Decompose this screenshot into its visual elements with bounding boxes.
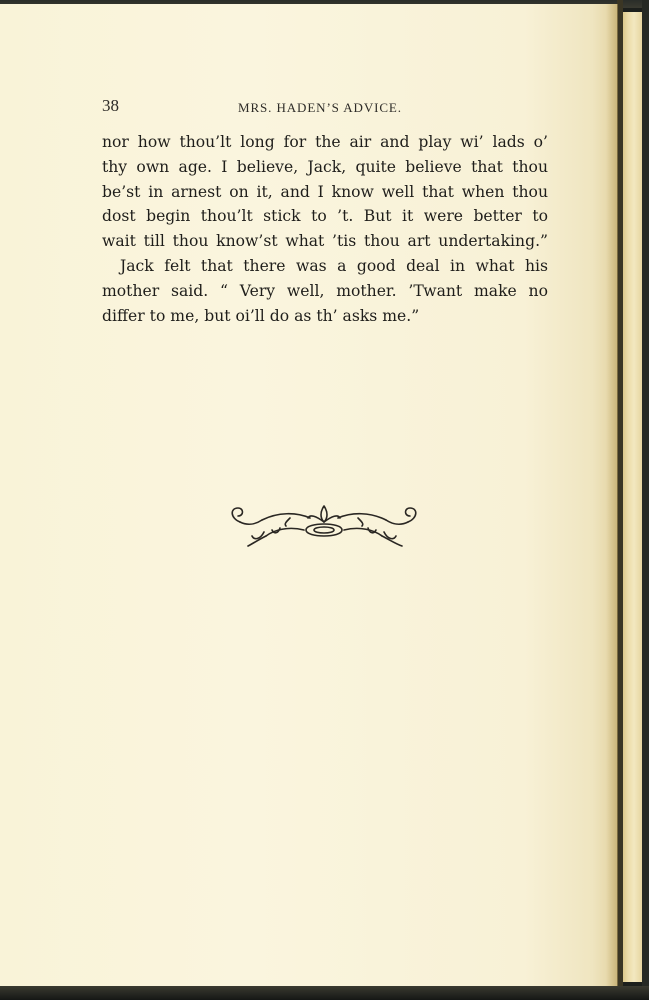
back-page-edge — [622, 12, 642, 982]
text-line: dost begin thou’lt stick to ’t. But it were better to — [102, 207, 548, 226]
text-line: thy own age. I believe, Jack, quite believe that thou — [102, 157, 548, 176]
bottom-cover-edge — [0, 986, 649, 1000]
text-line: be’st in arnest on it, and I know well that when thou — [102, 182, 548, 201]
text-line: nor how thou’lt long for the air and play wi’ lads o’ — [102, 133, 548, 151]
page-edge-shading — [606, 4, 618, 988]
text-line: wait till thou know’st what ’tis thou art undertaking.” — [102, 232, 548, 251]
body-text — [102, 130, 548, 328]
page-number: 38 — [102, 96, 119, 115]
text-line: differ to me, but oi’ll do as th’ asks me.” — [102, 306, 420, 325]
tailpiece-scroll-ornament-icon — [226, 500, 422, 552]
page-header — [102, 96, 548, 118]
text-line: mother said. “ Very well, mother. ’Twant make no — [102, 281, 548, 300]
running-head: MRS. HADEN’S ADVICE. — [238, 100, 402, 115]
right-cover-edge — [642, 0, 649, 1000]
text-line: Jack felt that there was a good deal in what his — [120, 256, 548, 275]
